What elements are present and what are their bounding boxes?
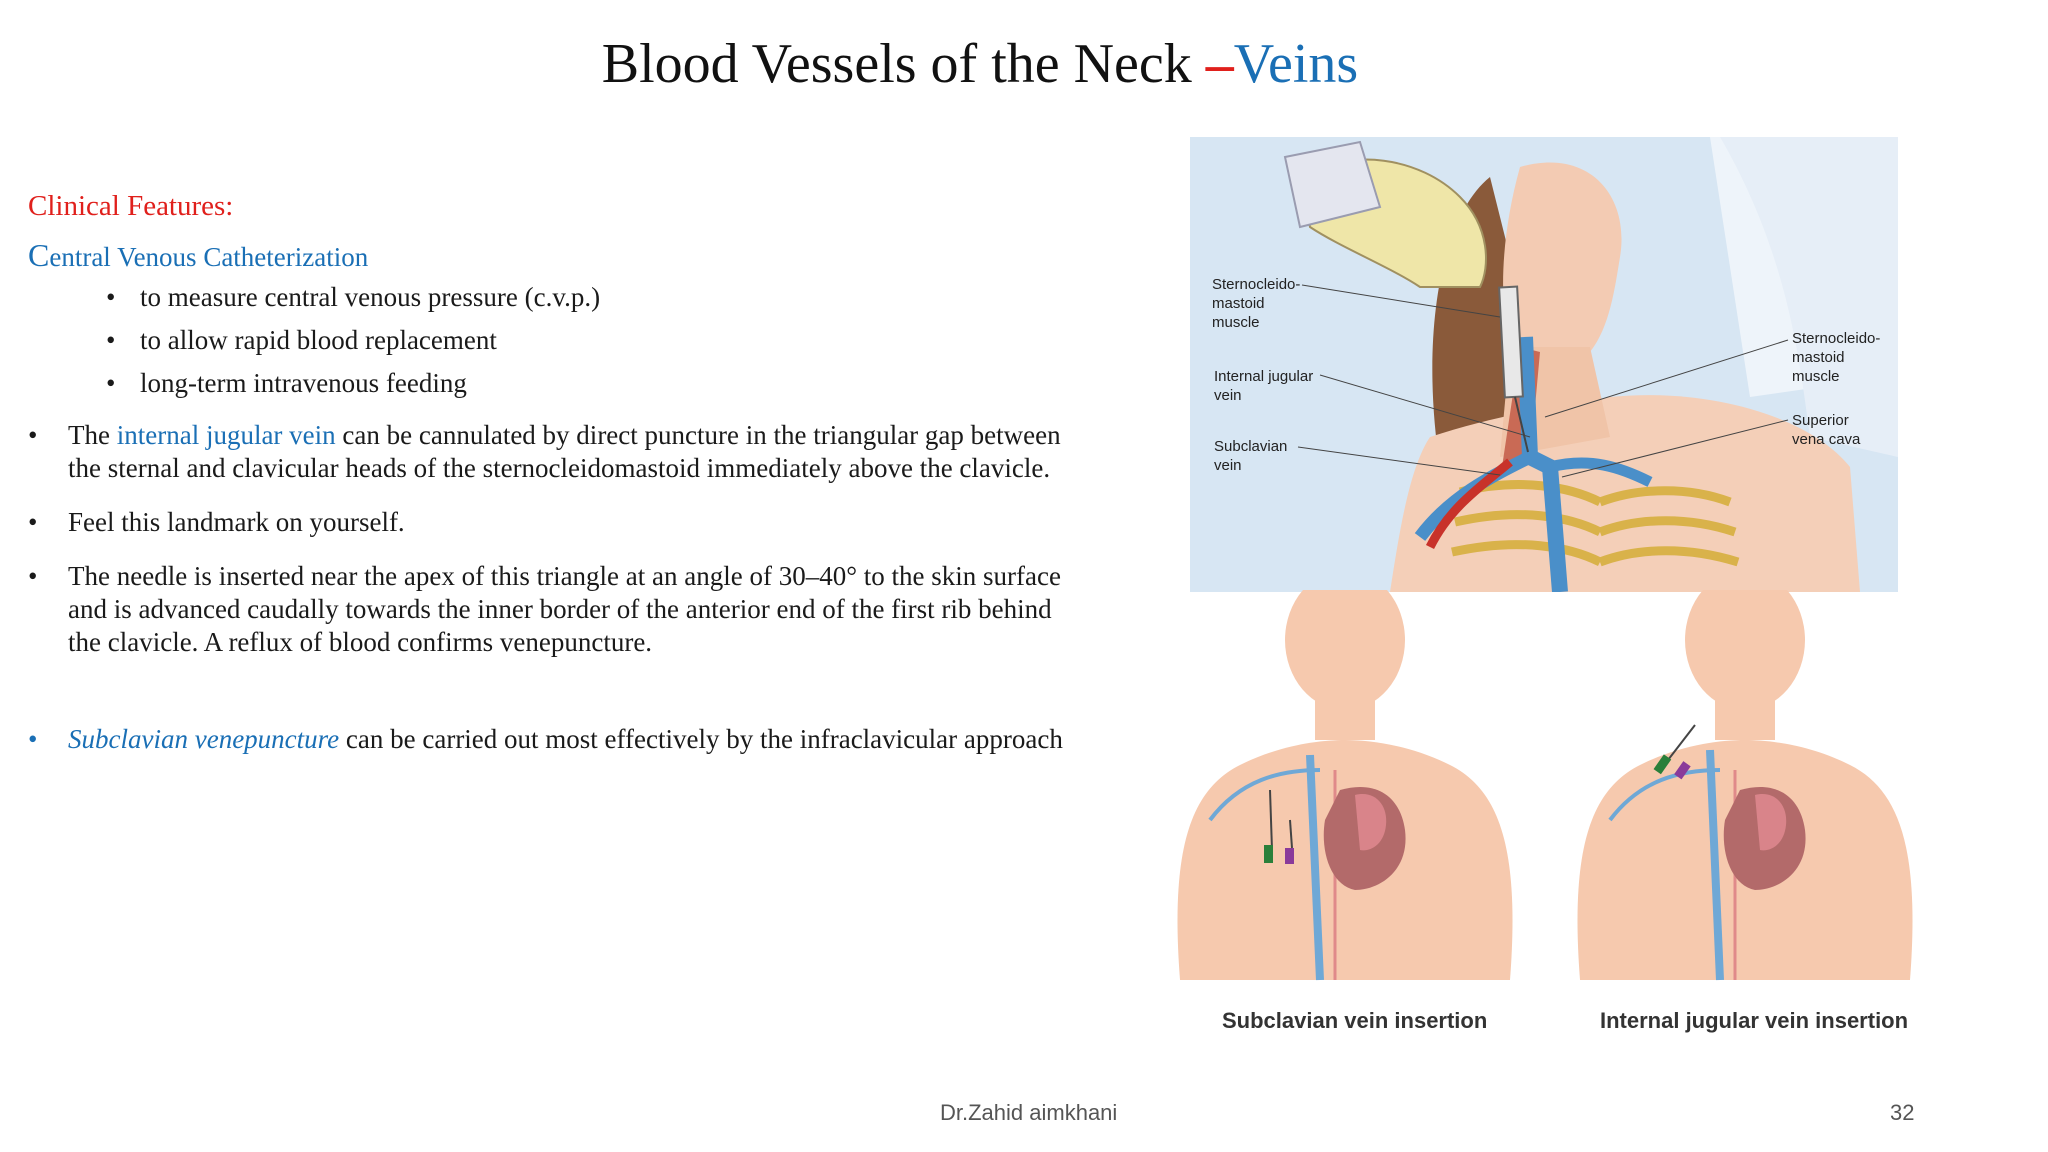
cvc-list	[28, 276, 1088, 405]
text-panel	[28, 190, 1088, 777]
label-line: muscle	[1792, 368, 1840, 385]
label-line: Subclavian	[1214, 438, 1288, 455]
cvc-heading	[28, 237, 1088, 274]
label-line: vena cava	[1792, 431, 1861, 448]
label-left-scm	[1212, 275, 1300, 332]
insertion-illustration-svg	[1160, 590, 1940, 1000]
point-landmark: • Feel this landmark on yourself.	[28, 506, 1088, 539]
points-list	[28, 419, 1088, 756]
label-line: Sternocleido-	[1792, 330, 1881, 347]
subclavian-torso-figure	[1178, 590, 1513, 980]
label-right-scm	[1792, 329, 1880, 386]
label-line: vein	[1214, 457, 1242, 474]
label-line: mastoid	[1212, 295, 1265, 312]
point-internal-jugular	[28, 419, 1088, 485]
footer-author: Dr.Zahid aimkhani	[940, 1100, 1118, 1125]
label-right-svc	[1792, 411, 1860, 449]
list-item: • to measure central venous pressure (c.v.p.)	[106, 276, 1088, 319]
ijv-cannulation-illustration	[1190, 137, 1898, 592]
caption-subclavian: Subclavian vein insertion	[1222, 1008, 1488, 1033]
title-main: Blood Vessels of the Neck	[601, 33, 1206, 95]
point-subclavian	[28, 723, 1088, 756]
label-left-subclavian	[1214, 437, 1287, 475]
page-number: 32	[1890, 1100, 1915, 1125]
list-item: • long-term intravenous feeding	[106, 362, 1088, 405]
title-highlight: Veins	[1233, 33, 1359, 95]
label-line: Internal jugular	[1214, 368, 1314, 385]
label-line: vein	[1214, 387, 1242, 404]
clinical-features-heading: Clinical Features:	[28, 190, 234, 222]
internal-jugular-torso-figure	[1578, 590, 1913, 980]
point-text: can be carried out most effectively by the infraclavicular approach	[339, 724, 1063, 754]
label-line: mastoid	[1792, 349, 1845, 366]
point-text: can be cannulated by direct puncture in the triangular gap between the sternal and clavicular heads of the sternocleidomastoid immediately above the clavicle.	[68, 420, 1061, 483]
label-left-ijv	[1214, 367, 1313, 405]
slide-title	[0, 32, 1960, 96]
insertion-sites-illustration	[1160, 590, 1940, 1033]
label-line: Superior	[1792, 412, 1849, 429]
point-text: The	[68, 420, 117, 450]
subclavian-venepuncture-term: Subclavian venepuncture	[68, 724, 340, 754]
cvc-heading-cap: C	[28, 237, 50, 273]
label-line: muscle	[1212, 314, 1260, 331]
internal-jugular-vein-term: internal jugular vein	[116, 420, 336, 450]
caption-internal-jugular: Internal jugular vein insertion	[1600, 1008, 1909, 1033]
cvc-heading-rest: entral Venous Catheterization	[49, 242, 369, 272]
point-needle: • The needle is inserted near the apex of this triangle at an angle of 30–40° to the skin surface and is advanced caudally towards the inner border of the anterior end of the first rib behind the clavicle. A reflux of blood confirms venepuncture.	[28, 560, 1088, 659]
label-line: Sternocleido-	[1212, 276, 1301, 293]
list-item: • to allow rapid blood replacement	[106, 319, 1088, 362]
title-dash: –	[1205, 33, 1234, 95]
